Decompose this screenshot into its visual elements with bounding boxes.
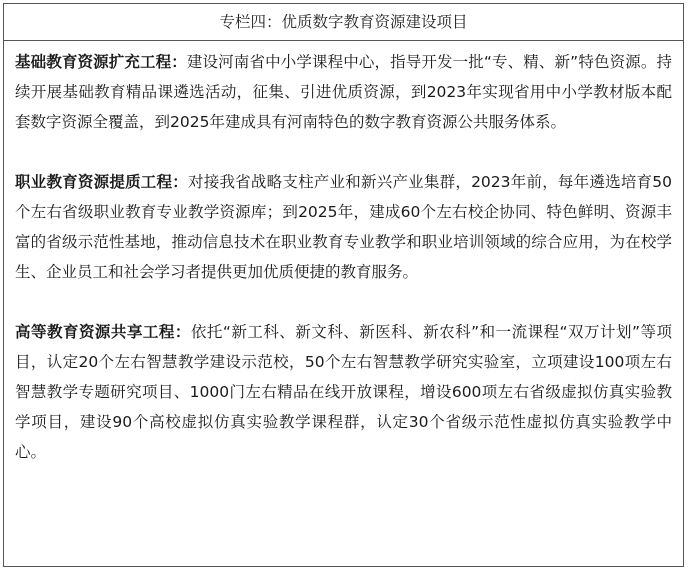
section-text: 对接我省战略支柱产业和新兴产业集群，2023年前，每年遴选培育50个左右省级职业教育专业教学资源库；到2025年，建成60个左右校企协同、特色鲜明、资源丰富的省级示范性基地，推动信息技术在职业教育专业教学和职业培训领域的综合应用，为在校学生、企业员工和社会学习者提供更加优质便捷的教育服务。	[15, 173, 672, 281]
column-body	[4, 41, 683, 467]
section-text: 依托“新工科、新文科、新医科、新农科”和一流课程“双万计划”等项目，认定20个左右智慧教学建设示范校，50个左右智慧教学研究实验室，立项建设100项左右智慧教学专题研究项目、1000门左右精品在线开放课程，增设600项左右省级虚拟仿真实验教学项目，建设90个高校虚拟仿真实验教学课程群，认定30个省级示范性虚拟仿真实验教学中心。	[15, 323, 672, 461]
section-basic-education	[15, 47, 672, 137]
section-text: 建设河南省中小学课程中心，指导开发一批“专、精、新”特色资源。持续开展基础教育精品课遴选活动，征集、引进优质资源，到2023年实现省用中小学教材版本配套数字资源全覆盖，到2025年建成具有河南特色的数字教育资源公共服务体系。	[15, 53, 672, 131]
section-vocational-education	[15, 167, 672, 287]
section-title: 职业教育资源提质工程：	[15, 173, 188, 191]
column-title: 专栏四：优质数字教育资源建设项目	[4, 4, 683, 41]
column-panel	[3, 3, 684, 567]
section-higher-education	[15, 317, 672, 467]
section-title: 基础教育资源扩充工程：	[15, 53, 187, 71]
section-title: 高等教育资源共享工程：	[15, 323, 191, 341]
